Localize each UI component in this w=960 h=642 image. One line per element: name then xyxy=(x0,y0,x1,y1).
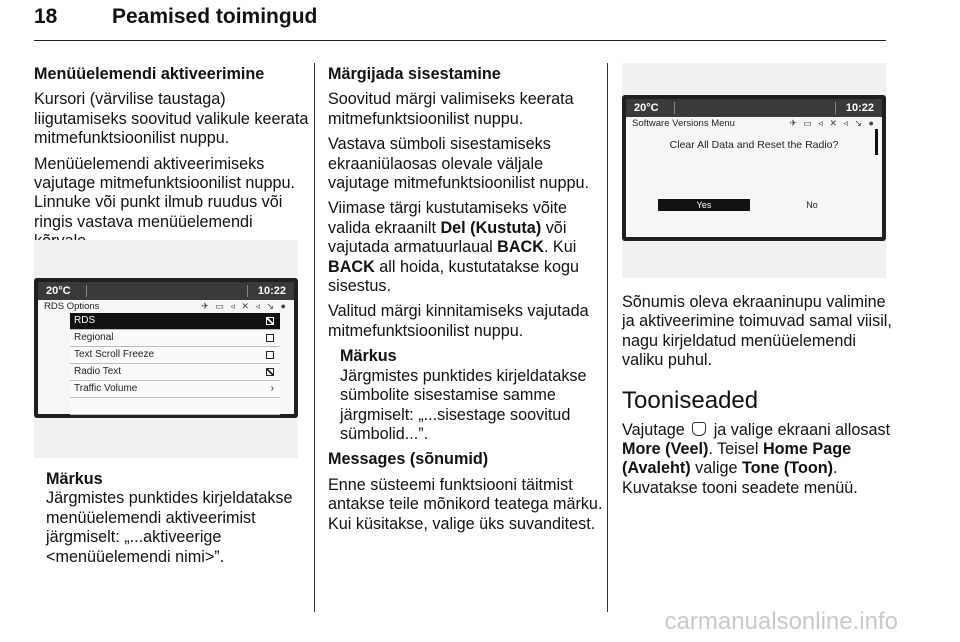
figure-rds-options xyxy=(34,240,298,458)
section-heading: Märgijada sisestamine xyxy=(328,65,501,83)
clock-readout: 10:22 xyxy=(845,102,874,114)
screen-status-bar xyxy=(38,282,294,300)
note-heading: Märkus xyxy=(46,470,103,488)
paragraph: Vajutage ja valige ekraani allosast More (Veel). Teisel Home Page (Avaleht) valige Tone (Toon). Kuvatakse tooni seadete menüü. xyxy=(622,420,891,497)
column-2 xyxy=(328,65,604,540)
menu-item-label: Regional xyxy=(74,332,114,343)
temperature-readout: 20°C xyxy=(46,285,71,297)
paragraph: Menüüelemendi aktiveerimiseks vajutage mitmefunktsioonilist nuppu. Linnuke või punkt ilmub ruudus või ringis vastava menüüelemendi xyxy=(34,154,295,231)
checkbox-checked-icon[interactable] xyxy=(266,368,274,376)
watermark: carmanualsonline.info xyxy=(664,608,898,635)
column-1 xyxy=(34,65,310,258)
column-3 xyxy=(622,293,892,504)
column-divider xyxy=(607,63,608,612)
menu-item-label: Radio Text xyxy=(74,366,122,377)
header-rule xyxy=(34,40,886,41)
note-text: Järgmistes punktides kirjeldatakse sümbolite sisestamise samme järgmiselt: „...sisestage soovitud sümbolid...”. xyxy=(340,366,587,443)
note-box xyxy=(34,470,310,567)
section-heading: Menüüelemendi aktiveerimine xyxy=(34,65,265,83)
menu-item[interactable] xyxy=(70,330,280,347)
chevron-right-icon: › xyxy=(270,383,274,394)
home-icon xyxy=(692,422,706,436)
checkbox-icon[interactable] xyxy=(266,334,274,342)
paragraph: Valitud märgi kinnitamiseks vajutada mitmefunktsioonilist nuppu. xyxy=(328,302,589,340)
paragraph: Kursori (värvilise taustaga) liigutamiseks soovitud valikule keerata mitmefunktsioonilist nuppu. xyxy=(34,90,309,148)
paragraph: Sõnumis oleva ekraaninupu valimine ja aktiveerimine toimuvad samal viisil, nagu kirjeldatud menüüelemendi valiku puhul. xyxy=(622,293,892,370)
status-icons: ✈ ▭ ◃ ✕ ◃ ↘ ● xyxy=(789,118,876,128)
paragraph: Vastava sümboli sisestamiseks ekraaniülaosas olevale väljale vajutage mitmefunktsioonilist nuppu. xyxy=(328,135,589,193)
radio-screen xyxy=(622,95,886,241)
figure-reset-dialog xyxy=(622,63,886,278)
menu-title: RDS Options xyxy=(44,301,100,312)
checkbox-icon[interactable] xyxy=(266,351,274,359)
no-button[interactable]: No xyxy=(806,200,818,210)
menu-item[interactable] xyxy=(70,364,280,381)
status-icons: ✈ ▭ ◃ ✕ ◃ ↘ ● xyxy=(201,301,288,311)
section-heading: Messages (sõnumid) xyxy=(328,450,489,469)
paragraph: Viimase tärgi kustutamiseks võite valida ekraanilt Del (Kustuta) või vajutada armatuurlaual BACK. Kui BACK all hoida, kustutatakse kogu sisestus. xyxy=(328,199,580,296)
screen-body xyxy=(626,117,882,237)
radio-screen xyxy=(34,278,298,418)
note-text: Järgmistes punktides kirjeldatakse menüüelemendi aktiveerimist järgmiselt: „...aktiveerige <menüüelemendi nimi>”. xyxy=(46,489,293,566)
menu-item[interactable] xyxy=(70,347,280,364)
section-heading: Tooniseaded xyxy=(622,386,759,414)
menu-item-label: Traffic Volume xyxy=(74,383,138,394)
paragraph: Enne süsteemi funktsiooni täitmist antakse teile mõnikord teatega märku. Kui küsitakse, valige üks suvanditest. xyxy=(328,475,603,533)
screen-status-bar xyxy=(626,99,882,117)
paragraph: Soovitud märgi valimiseks keerata mitmefunktsioonilist nuppu. xyxy=(328,90,574,128)
dialog-question: Clear All Data and Reset the Radio? xyxy=(669,139,839,151)
menu-item-label: RDS xyxy=(74,315,96,326)
clock-readout: 10:22 xyxy=(257,285,286,297)
menu-list xyxy=(70,313,280,415)
note-box xyxy=(340,347,604,444)
yes-button[interactable]: Yes xyxy=(658,199,750,211)
menu-item[interactable] xyxy=(70,381,280,398)
page-title: Peamised toimingud xyxy=(112,5,318,28)
screen-body xyxy=(38,300,294,414)
note-heading: Märkus xyxy=(340,347,397,366)
menu-item-label: Text Scroll Freeze xyxy=(74,349,155,360)
page-number: 18 xyxy=(34,5,58,28)
checkbox-checked-icon[interactable] xyxy=(266,317,274,325)
menu-item-empty xyxy=(70,398,280,415)
column-divider xyxy=(314,63,315,612)
menu-title: Software Versions Menu xyxy=(632,118,735,129)
menu-item[interactable] xyxy=(70,313,280,330)
temperature-readout: 20°C xyxy=(634,102,659,114)
